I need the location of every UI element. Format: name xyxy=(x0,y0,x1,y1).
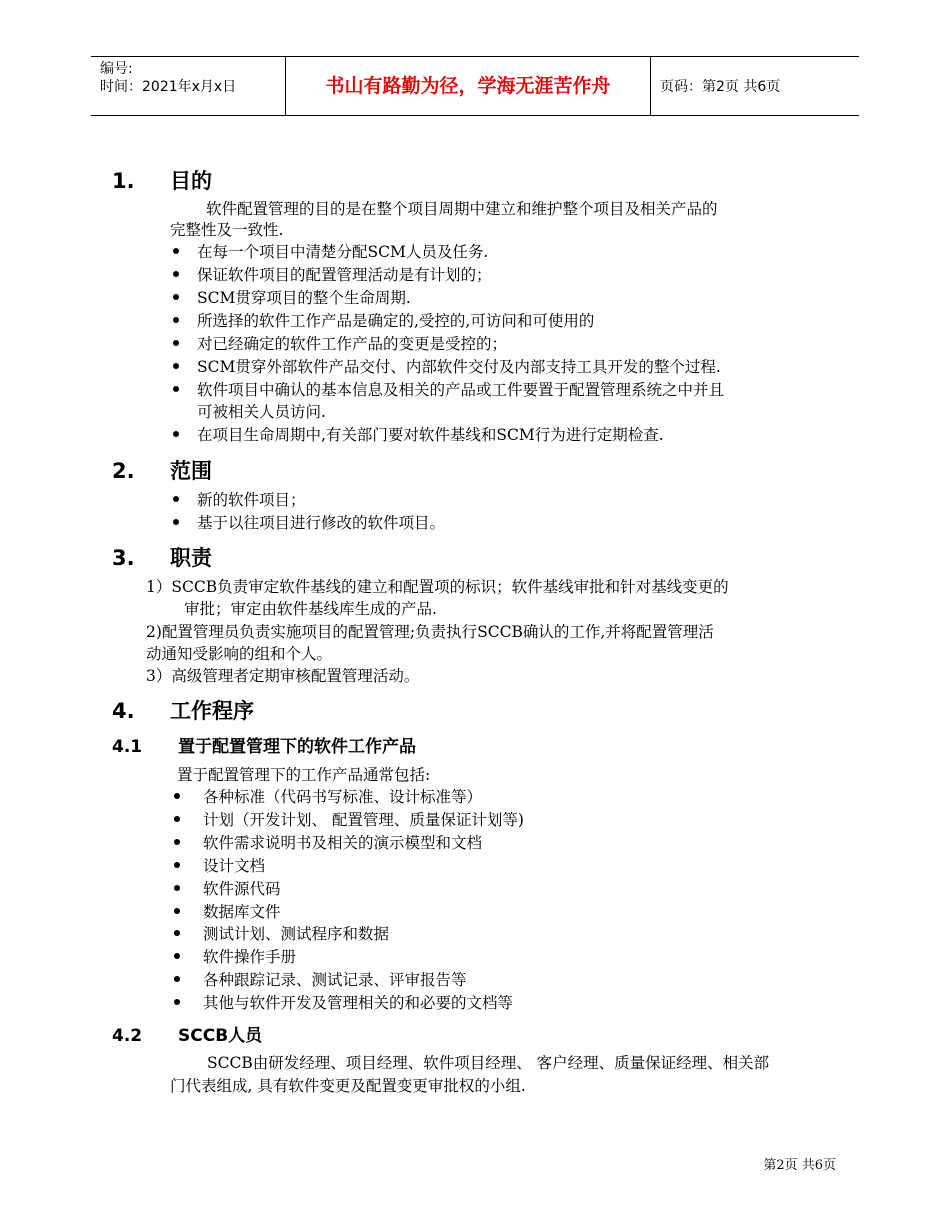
subsection-number: 4.1 xyxy=(112,737,143,757)
paragraph: 2)配置管理员负责实施项目的配置管理;负责执行SCCB确认的工作,并将配置管理活 xyxy=(146,623,714,641)
bullet-icon xyxy=(173,294,179,300)
paragraph: 完整性及一致性. xyxy=(170,221,284,239)
bullet-icon xyxy=(174,816,180,822)
list-item: 设计文档 xyxy=(203,857,266,875)
list-item: SCM贯穿外部软件产品交付、内部软件交付及内部支持工具开发的整个过程. xyxy=(197,358,721,376)
list-item: 基于以往项目进行修改的软件项目。 xyxy=(197,514,446,532)
list-item: 保证软件项目的配置管理活动是有计划的； xyxy=(197,266,492,284)
bullet-icon xyxy=(173,271,179,277)
list-item: 其他与软件开发及管理相关的和必要的文档等 xyxy=(203,994,514,1012)
section-title: 范围 xyxy=(170,459,212,483)
header-page-number: 页码：第2页 共6页 xyxy=(660,79,781,95)
subsection-title: 置于配置管理下的软件工作产品 xyxy=(178,737,416,757)
bullet-icon xyxy=(174,976,180,982)
section-number: 2. xyxy=(112,459,135,483)
header-motto: 书山有路勤为径，学海无涯苦作舟 xyxy=(325,75,611,97)
paragraph: 动通知受影响的组和个人。 xyxy=(146,645,333,663)
list-item: 所选择的软件工作产品是确定的,受控的,可访问和可使用的 xyxy=(197,312,595,330)
paragraph: 审批；审定由软件基线库生成的产品. xyxy=(184,600,437,618)
list-item: 在每一个项目中清楚分配SCM人员及任务. xyxy=(197,243,489,261)
list-item: 计划（开发计划、 配置管理、质量保证计划等) xyxy=(203,811,524,829)
bullet-icon xyxy=(173,496,179,502)
section-title: 职责 xyxy=(170,546,212,570)
bullet-icon xyxy=(174,862,180,868)
footer-page-number: 第2页 共6页 xyxy=(763,1158,836,1173)
bullet-icon xyxy=(173,248,179,254)
doc-number-label: 编号: xyxy=(100,61,133,77)
list-item: 软件操作手册 xyxy=(203,948,297,966)
list-item: SCM贯穿项目的整个生命周期. xyxy=(197,289,411,307)
paragraph: SCCB由研发经理、项目经理、软件项目经理、 客户经理、质量保证经理、相关部 xyxy=(207,1054,770,1072)
bullet-icon xyxy=(173,386,179,392)
list-item: 各种跟踪记录、测试记录、评审报告等 xyxy=(203,971,467,989)
list-item: 软件需求说明书及相关的演示模型和文档 xyxy=(203,834,483,852)
date-label: 时间：2021年x月x日 xyxy=(100,79,237,95)
list-item: 在项目生命周期中,有关部门要对软件基线和SCM行为进行定期检查. xyxy=(197,426,664,444)
list-item-continuation: 可被相关人员访问. xyxy=(197,403,326,421)
paragraph: 1）SCCB负责审定软件基线的建立和配置项的标识；软件基线审批和针对基线变更的 xyxy=(146,578,729,596)
paragraph: 置于配置管理下的工作产品通常包括: xyxy=(177,766,431,784)
list-item: 数据库文件 xyxy=(203,903,281,921)
bullet-icon xyxy=(174,999,180,1005)
header-bottom-rule xyxy=(91,115,859,116)
header-divider xyxy=(285,57,286,115)
list-item: 新的软件项目； xyxy=(197,491,306,509)
bullet-icon xyxy=(173,431,179,437)
bullet-icon xyxy=(173,363,179,369)
bullet-icon xyxy=(174,908,180,914)
subsection-title: SCCB人员 xyxy=(178,1026,263,1046)
list-item: 对已经确定的软件工作产品的变更是受控的； xyxy=(197,335,508,353)
section-number: 3. xyxy=(112,546,135,570)
header-divider xyxy=(650,57,651,115)
bullet-icon xyxy=(174,953,180,959)
section-title: 目的 xyxy=(170,169,212,193)
bullet-icon xyxy=(174,930,180,936)
bullet-icon xyxy=(174,793,180,799)
section-number: 4. xyxy=(112,699,135,723)
section-title: 工作程序 xyxy=(170,699,254,723)
header-top-rule xyxy=(91,56,859,57)
bullet-icon xyxy=(174,885,180,891)
list-item: 测试计划、测试程序和数据 xyxy=(203,925,390,943)
subsection-number: 4.2 xyxy=(112,1026,143,1046)
list-item: 软件项目中确认的基本信息及相关的产品或工件要置于配置管理系统之中并且 xyxy=(197,381,725,399)
paragraph: 门代表组成, 具有软件变更及配置变更审批权的小组. xyxy=(170,1077,526,1095)
paragraph: 3）高级管理者定期审核配置管理活动。 xyxy=(146,667,420,685)
bullet-icon xyxy=(174,839,180,845)
paragraph: 软件配置管理的目的是在整个项目周期中建立和维护整个项目及相关产品的 xyxy=(206,200,718,218)
list-item: 软件源代码 xyxy=(203,880,281,898)
bullet-icon xyxy=(173,340,179,346)
list-item: 各种标准（代码书写标准、设计标准等） xyxy=(203,788,483,806)
bullet-icon xyxy=(173,519,179,525)
section-number: 1. xyxy=(112,169,135,193)
bullet-icon xyxy=(173,317,179,323)
